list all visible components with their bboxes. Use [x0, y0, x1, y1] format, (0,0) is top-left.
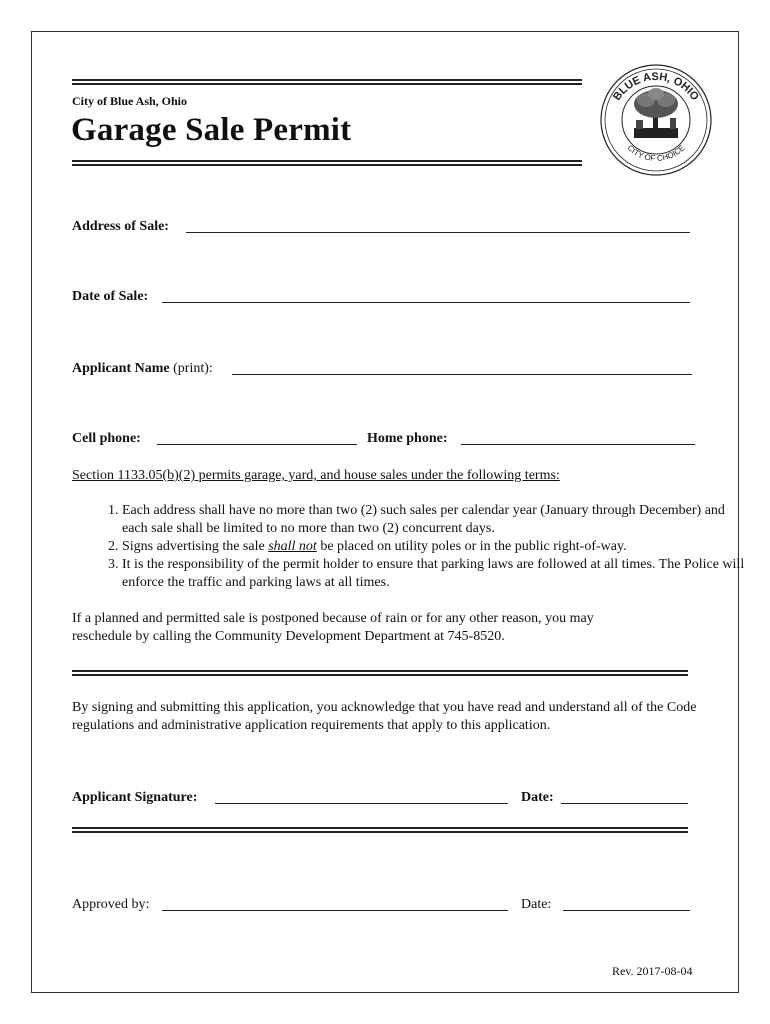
item2-text-after: be placed on utility poles or in the public right-of-way. [316, 539, 627, 554]
signature-field[interactable] [215, 803, 508, 804]
list-item: 3. It is the responsibility of the permit holder to ensure that parking laws are followed at all times. The Police will enforce the traffic and parking laws at all times. [122, 556, 752, 592]
approved-by-label: Approved by: [72, 897, 150, 912]
approved-by-field[interactable] [162, 910, 508, 911]
sale-date-field[interactable] [162, 302, 690, 303]
city-name: City of Blue Ash, Ohio [72, 94, 188, 108]
home-phone-label: Home phone: [367, 431, 448, 446]
cell-phone-field[interactable] [157, 444, 357, 445]
signature-label: Applicant Signature: [72, 790, 198, 805]
signature-date-field[interactable] [561, 803, 688, 804]
home-phone-field[interactable] [461, 444, 695, 445]
list-item: 1. Each address shall have no more than two (2) such sales per calendar year (January through December) and each sale shall be limited to no more than two (2) concurrent days. [122, 502, 752, 538]
revision-date: Rev. 2017-08-04 [612, 964, 693, 978]
acknowledgement-text: By signing and submitting this application, you acknowledge that you have read and understand all of the Code regulations and administrative application requirements that apply to this application. [72, 700, 697, 733]
sale-date-label: Date of Sale: [72, 289, 149, 304]
tree-emblem-icon [634, 88, 678, 138]
signature-date-label: Date: [521, 790, 554, 805]
item2-emphasis: shall not [268, 539, 317, 554]
applicant-name-label [72, 361, 213, 377]
applicant-name-hint: (print): [173, 361, 213, 376]
reschedule-note: If a planned and permitted sale is postponed because of rain or for any other reason, you may reschedule by calling the Community Development Department at 745-8520. [72, 611, 594, 644]
section-intro: Section 1133.05(b)(2) permits garage, yard, and house sales under the following terms: [72, 468, 560, 483]
header-top-rule [72, 79, 582, 85]
signature-rule [72, 827, 688, 833]
city-seal [594, 62, 718, 178]
address-field[interactable] [186, 232, 690, 233]
svg-text:CITY OF CHOICE [625, 143, 686, 163]
list-item [122, 538, 752, 556]
cell-phone-label: Cell phone: [72, 431, 141, 446]
seal-bottom-text: CITY OF CHOICE [625, 143, 687, 164]
address-label: Address of Sale: [72, 219, 169, 234]
seal-top-text: BLUE ASH, OHIO [610, 70, 702, 103]
approval-date-label: Date: [521, 897, 552, 912]
header-bottom-rule [72, 160, 582, 166]
page-title: Garage Sale Permit [71, 112, 352, 148]
applicant-name-label-text: Applicant Name [72, 361, 170, 376]
approval-date-field[interactable] [563, 910, 690, 911]
item2-text-before: Signs advertising the sale [122, 539, 269, 554]
terms-list [72, 502, 752, 592]
applicant-name-field[interactable] [232, 374, 692, 375]
section-rule [72, 670, 688, 676]
